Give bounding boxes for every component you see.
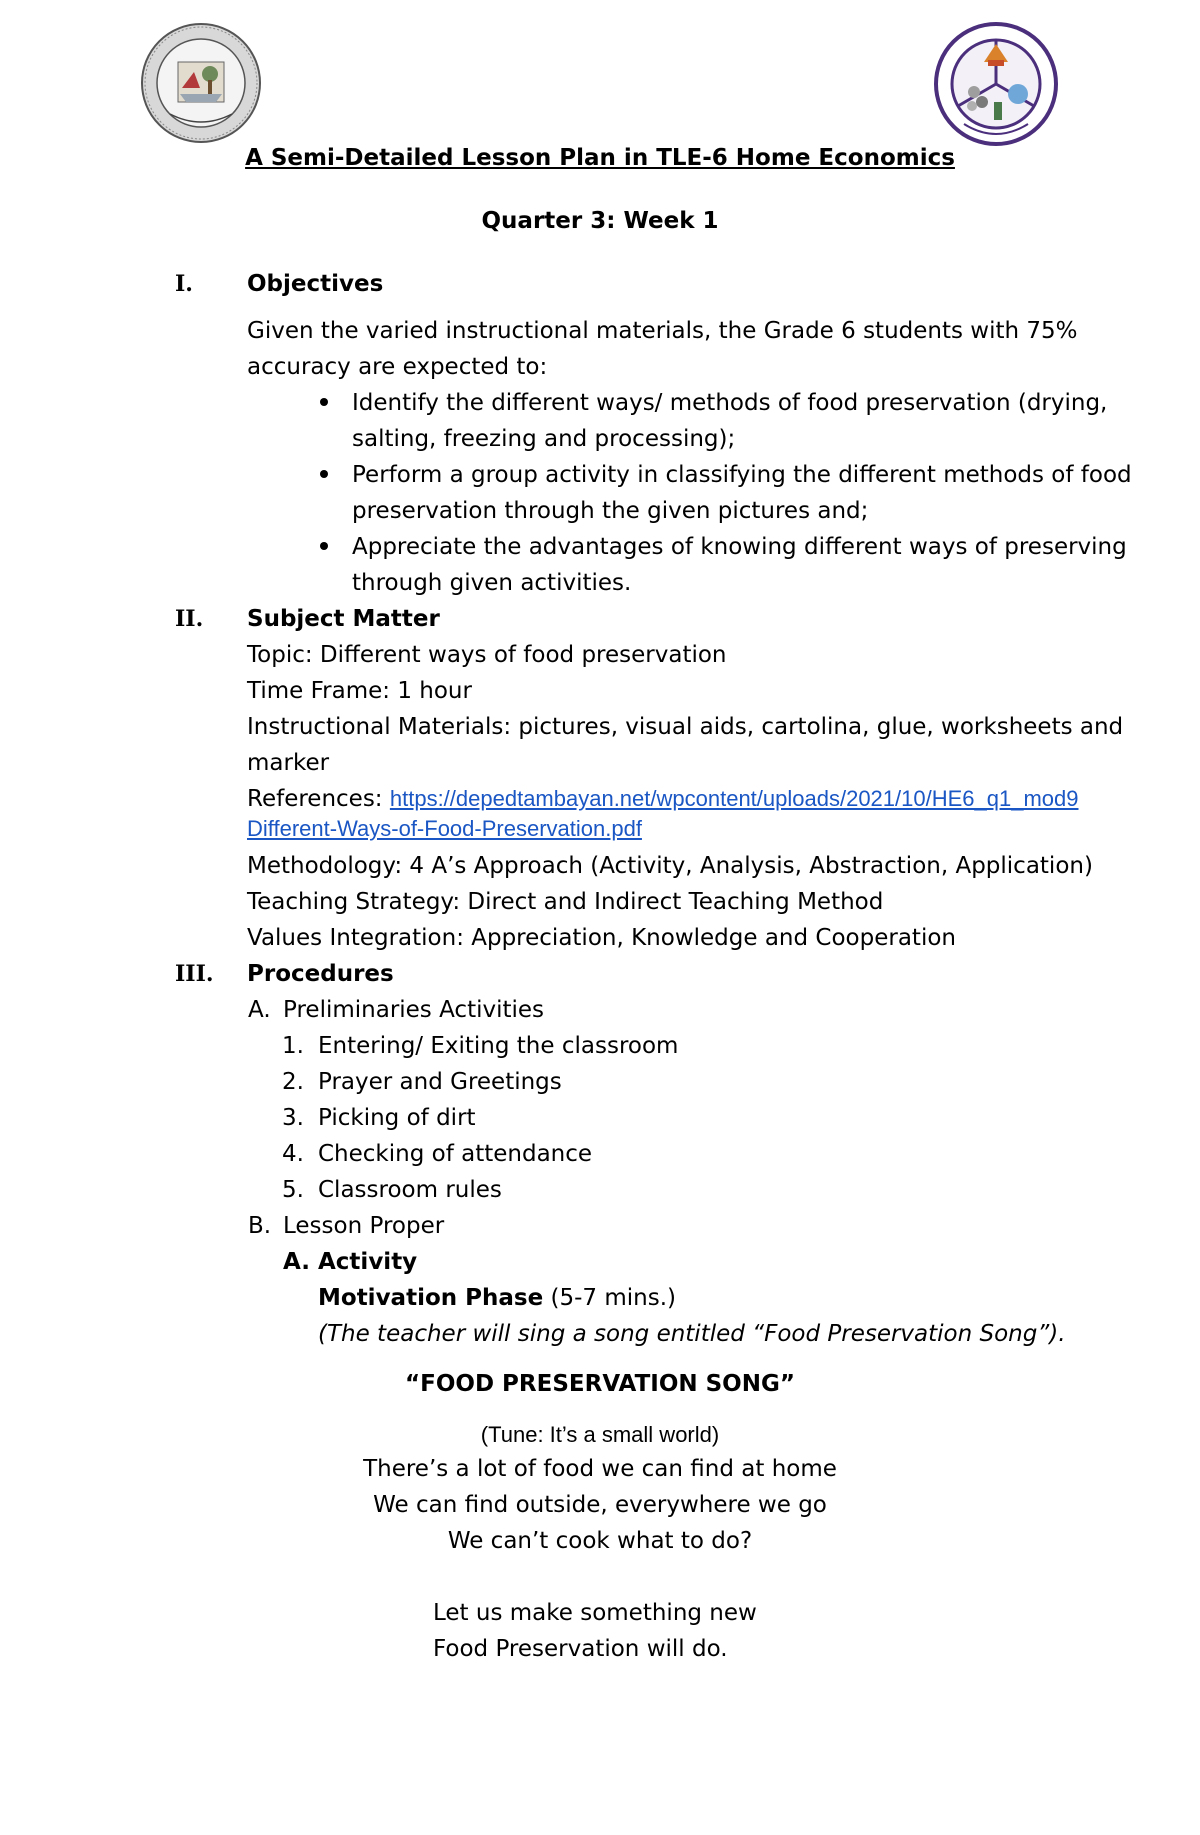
objective-item: Appreciate the advantages of knowing different ways of preserving	[352, 534, 1127, 560]
song-line: We can’t cook what to do?	[447, 1528, 753, 1554]
references-line	[247, 784, 1079, 814]
sub-label-b: B.	[248, 1213, 272, 1239]
step-number: 1.	[282, 1033, 304, 1059]
song-tune: (Tune: It’s a small world)	[480, 1422, 720, 1447]
teacher-note: (The teacher will sing a song entitled “Food Preservation Song”).	[318, 1321, 1066, 1347]
bullet-icon	[320, 542, 328, 550]
methodology-line: Methodology: 4 A’s Approach (Activity, Analysis, Abstraction, Application)	[247, 853, 1093, 879]
objectives-intro: Given the varied instructional materials, the Grade 6 students with 75%	[247, 318, 1078, 344]
song-line: Food Preservation will do.	[433, 1636, 728, 1662]
references-line-cont	[247, 814, 642, 844]
objective-item: Identify the different ways/ methods of food preservation (drying,	[352, 390, 1108, 416]
objective-item-cont: salting, freezing and processing);	[352, 426, 736, 452]
values-line: Values Integration: Appreciation, Knowledge and Cooperation	[247, 925, 956, 951]
section-numeral-subject-matter: II.	[175, 606, 204, 632]
step-number: 3.	[282, 1105, 304, 1131]
activity-label: A.	[283, 1249, 310, 1275]
step-text: Classroom rules	[318, 1177, 502, 1203]
song-line: We can find outside, everywhere we go	[373, 1492, 827, 1518]
objective-item: Perform a group activity in classifying the different methods of food	[352, 462, 1132, 488]
objective-item-cont: preservation through the given pictures and;	[352, 498, 869, 524]
song-line: There’s a lot of food we can find at home	[363, 1456, 837, 1482]
step-text: Prayer and Greetings	[318, 1069, 562, 1095]
section-numeral-procedures: III.	[175, 961, 214, 987]
section-heading-procedures: Procedures	[247, 961, 394, 987]
references-link[interactable]: https://depedtambayan.net/wpcontent/uploads/2021/10/HE6_q1_mod9	[389, 786, 1079, 811]
college-seal-logo	[934, 22, 1058, 146]
step-number: 2.	[282, 1069, 304, 1095]
references-link-cont[interactable]: Different-Ways-of-Food-Preservation.pdf	[247, 816, 642, 841]
step-text: Picking of dirt	[318, 1105, 476, 1131]
objectives-intro-cont: accuracy are expected to:	[247, 354, 548, 380]
activity-heading: Activity	[318, 1249, 418, 1275]
strategy-line: Teaching Strategy: Direct and Indirect Teaching Method	[247, 889, 884, 915]
step-number: 4.	[282, 1141, 304, 1167]
motivation-phase-label: Motivation Phase	[318, 1285, 544, 1311]
materials-line-cont: marker	[247, 750, 330, 776]
bullet-icon	[320, 470, 328, 478]
section-numeral-objectives: I.	[175, 271, 193, 297]
song-line: Let us make something new	[433, 1600, 757, 1626]
document-title: A Semi-Detailed Lesson Plan in TLE-6 Home Economics	[245, 145, 955, 171]
motivation-line	[318, 1283, 676, 1313]
lesson-proper-heading: Lesson Proper	[283, 1213, 445, 1239]
document-subtitle: Quarter 3: Week 1	[481, 208, 719, 234]
sub-label-a: A.	[248, 997, 271, 1023]
bullet-icon	[320, 398, 328, 406]
song-title: “FOOD PRESERVATION SONG”	[405, 1371, 795, 1397]
motivation-duration: (5-7 mins.)	[543, 1285, 676, 1311]
references-label: References:	[247, 786, 390, 812]
topic-line: Topic: Different ways of food preservation	[247, 642, 727, 668]
materials-line: Instructional Materials: pictures, visual aids, cartolina, glue, worksheets and	[247, 714, 1124, 740]
preliminaries-heading: Preliminaries Activities	[283, 997, 545, 1023]
time-frame-line: Time Frame: 1 hour	[247, 678, 472, 704]
step-text: Checking of attendance	[318, 1141, 593, 1167]
municipality-seal-logo	[140, 22, 262, 144]
section-heading-objectives: Objectives	[247, 271, 384, 297]
step-number: 5.	[282, 1177, 304, 1203]
step-text: Entering/ Exiting the classroom	[318, 1033, 679, 1059]
objective-item-cont: through given activities.	[352, 570, 632, 596]
section-heading-subject-matter: Subject Matter	[247, 606, 440, 632]
